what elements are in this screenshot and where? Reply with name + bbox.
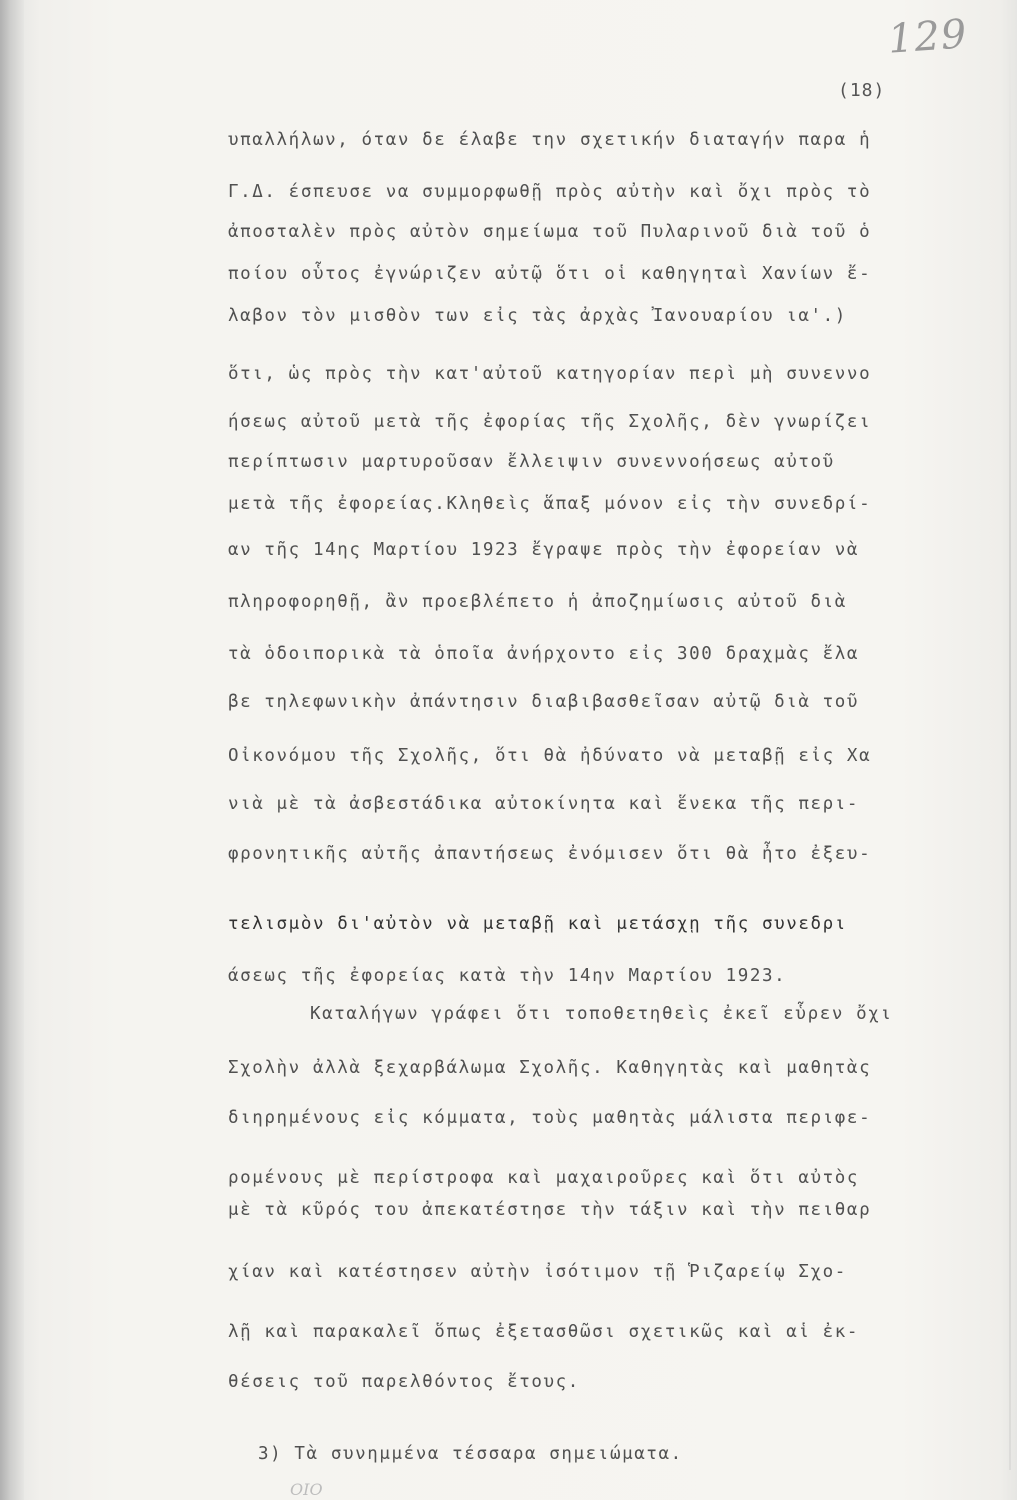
text-line-9: μετὰ τῆς ἐφορείας.Κληθεὶς ἅπαξ μόνον εἰς τὴν συνεδρί- bbox=[228, 494, 872, 514]
text-line-14: Οἰκονόμου τῆς Σχολῆς, ὅτι θὰ ἠδύνατο νὰ μεταβῇ εἰς Χα bbox=[228, 746, 872, 766]
text-line-21: διηρημένους εἰς κόμματα, τοὺς μαθητὰς μάλιστα περιφε- bbox=[228, 1108, 872, 1128]
bottom-faint-mark: ΟΙΟ bbox=[290, 1480, 323, 1499]
text-line-8: περίπτωσιν μαρτυροῦσαν ἔλλειψιν συνεννοήσεως αὐτοῦ bbox=[228, 452, 835, 472]
text-line-4: ποίου οὗτος ἐγνώριζεν αὐτῷ ὅτι οἱ καθηγηταὶ Χανίων ἔ- bbox=[228, 264, 872, 284]
text-line-19: Καταλήγων γράφει ὅτι τοποθετηθεὶς ἐκεῖ εὗρεν ὄχι bbox=[310, 1004, 893, 1024]
text-line-13: βε τηλεφωνικὴν ἀπάντησιν διαβιβασθεῖσαν αὐτῷ διὰ τοῦ bbox=[228, 692, 860, 712]
text-line-18: άσεως τῆς ἐφορείας κατὰ τὴν 14ην Μαρτίου 1923. bbox=[228, 966, 787, 986]
scan-left-shadow bbox=[0, 0, 24, 1500]
text-line-17: τελισμὸν δι'αὐτὸν νὰ μεταβῇ καὶ μετάσχῃ τῆς συνεδρι bbox=[228, 914, 847, 934]
text-line-6: ὅτι, ὡς πρὸς τὴν κατ'αὐτοῦ κατηγορίαν περὶ μὴ συνεννο bbox=[228, 364, 872, 384]
text-line-5: λαβον τὸν μισθὸν των εἰς τὰς ἀρχὰς Ἰανουαρίου ια'.) bbox=[228, 306, 847, 326]
text-line-25: λῇ καὶ παρακαλεῖ ὅπως ἐξετασθῶσι σχετικῶς καὶ αἱ ἐκ- bbox=[228, 1322, 860, 1342]
text-line-16: φρονητικῆς αὐτῆς ἀπαντήσεως ἐνόμισεν ὅτι θὰ ἦτο ἐξευ- bbox=[228, 844, 872, 864]
enclosure-item-3: 3) Τὰ συνημμένα τέσσαρα σημειώματα. bbox=[258, 1444, 683, 1464]
text-line-7: ήσεως αὐτοῦ μετὰ τῆς ἐφορίας τῆς Σχολῆς, δὲν γνωρίζει bbox=[228, 412, 872, 432]
text-line-1: υπαλλήλων, όταν δε έλαβε την σχετικήν διαταγήν παρα ἡ bbox=[228, 130, 872, 150]
text-line-3: ἀποσταλὲν πρὸς αὐτὸν σημείωμα τοῦ Πυλαρινοῦ διὰ τοῦ ὁ bbox=[228, 222, 872, 242]
text-line-2: Γ.Δ. έσπευσε να συμμορφωθῇ πρὸς αὐτὴν καὶ ὄχι πρὸς τὸ bbox=[228, 182, 872, 202]
text-line-12: τὰ ὁδοιπορικὰ τὰ ὁποῖα ἀνήρχοντο εἰς 300 δραχμὰς ἔλα bbox=[228, 644, 860, 664]
text-line-23: μὲ τὰ κῦρός του ἀπεκατέστησε τὴν τάξιν καὶ τὴν πειθαρ bbox=[228, 1200, 872, 1220]
text-line-10: αν τῆς 14ης Μαρτίου 1923 ἔγραψε πρὸς τὴν ἐφορείαν νὰ bbox=[228, 540, 860, 560]
handwritten-folio-number: 129 bbox=[886, 11, 969, 63]
text-line-11: πληροφορηθῇ, ἂν προεβλέπετο ἡ ἀποζημίωσις αὐτοῦ διὰ bbox=[228, 592, 847, 612]
text-line-24: χίαν καὶ κατέστησεν αὐτὴν ἰσότιμον τῇ Ῥιζαρείῳ Σχο- bbox=[228, 1262, 847, 1282]
text-line-26: θέσεις τοῦ παρελθόντος ἔτους. bbox=[228, 1372, 580, 1392]
page-number: (18) bbox=[838, 80, 886, 101]
text-line-15: νιὰ μὲ τὰ ἀσβεστάδικα αὐτοκίνητα καὶ ἕνεκα τῆς περι- bbox=[228, 794, 860, 814]
text-line-20: Σχολὴν ἀλλὰ ξεχαρβάλωμα Σχολῆς. Καθηγητὰς καὶ μαθητὰς bbox=[228, 1058, 872, 1078]
scan-right-edge bbox=[1009, 30, 1011, 1470]
text-line-22: ρομένους μὲ περίστροφα καὶ μαχαιροῦρες καὶ ὅτι αὐτὸς bbox=[228, 1168, 860, 1188]
